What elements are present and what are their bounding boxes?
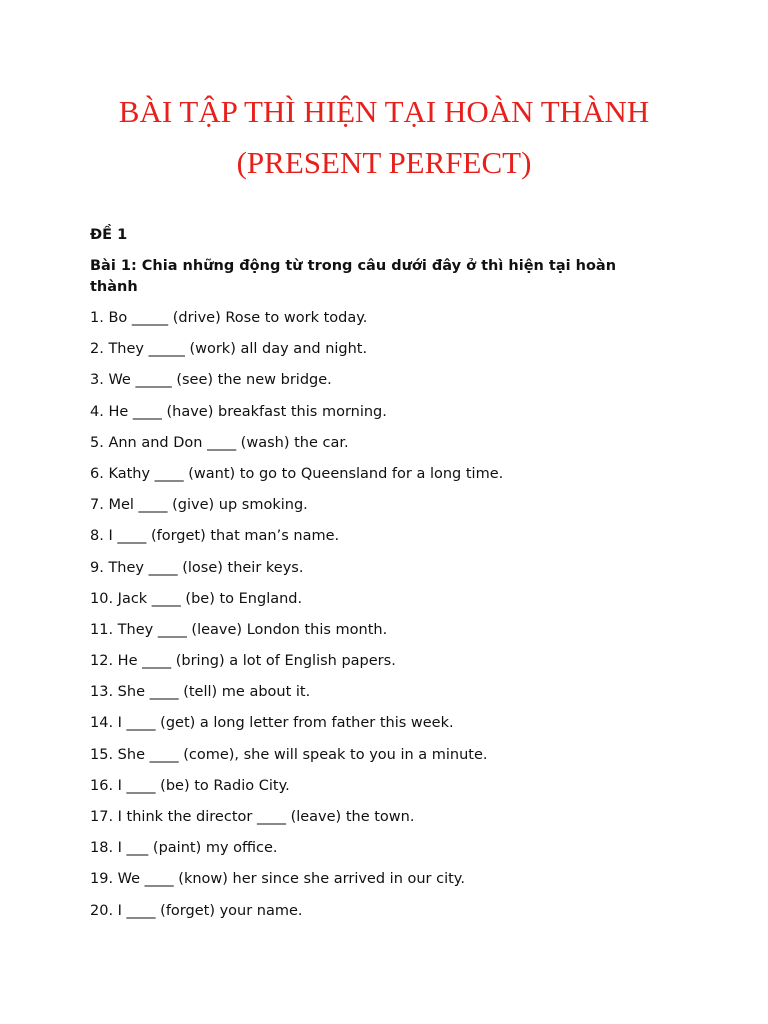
page-title: BÀI TẬP THÌ HIỆN TẠI HOÀN THÀNH xyxy=(118,94,650,129)
list-item: 20. I ____ (forget) your name. xyxy=(90,902,303,919)
list-item: 18. I ___ (paint) my office. xyxy=(90,840,278,857)
list-item: 14. I ____ (get) a long letter from father this week. xyxy=(90,715,454,732)
list-item: 6. Kathy ____ (want) to go to Queensland for a long time. xyxy=(90,465,504,482)
list-item: 15. She ____ (come), she will speak to you in a minute. xyxy=(90,746,488,763)
list-item: 8. I ____ (forget) that man’s name. xyxy=(90,528,340,545)
list-item: 16. I ____ (be) to Radio City. xyxy=(90,777,290,794)
exercise-heading: Bài 1: Chia những động từ trong câu dưới đây ở thì hiện tại hoàn thành xyxy=(90,258,617,295)
exercise-list xyxy=(90,308,503,932)
list-item: 7. Mel ____ (give) up smoking. xyxy=(90,497,308,514)
list-item: 13. She ____ (tell) me about it. xyxy=(90,684,311,701)
list-item: 2. They _____ (work) all day and night. xyxy=(90,341,368,358)
list-item: 17. I think the director ____ (leave) the town. xyxy=(90,809,415,825)
list-item: 19. We ____ (know) her since she arrived in our city. xyxy=(90,871,465,888)
list-item: 12. He ____ (bring) a lot of English papers. xyxy=(90,653,396,670)
list-item: 5. Ann and Don ____ (wash) the car. xyxy=(90,434,349,451)
page-subtitle: (PRESENT PERFECT) xyxy=(236,145,532,180)
list-item: 3. We _____ (see) the new bridge. xyxy=(90,372,332,389)
list-item: 9. They ____ (lose) their keys. xyxy=(90,559,304,576)
list-item: 11. They ____ (leave) London this month. xyxy=(90,621,388,638)
list-item: 10. Jack ____ (be) to England. xyxy=(90,590,303,607)
list-item: 1. Bo _____ (drive) Rose to work today. xyxy=(90,310,368,326)
list-item: 4. He ____ (have) breakfast this morning. xyxy=(90,403,387,420)
section-label: ĐỀ 1 xyxy=(90,227,128,243)
